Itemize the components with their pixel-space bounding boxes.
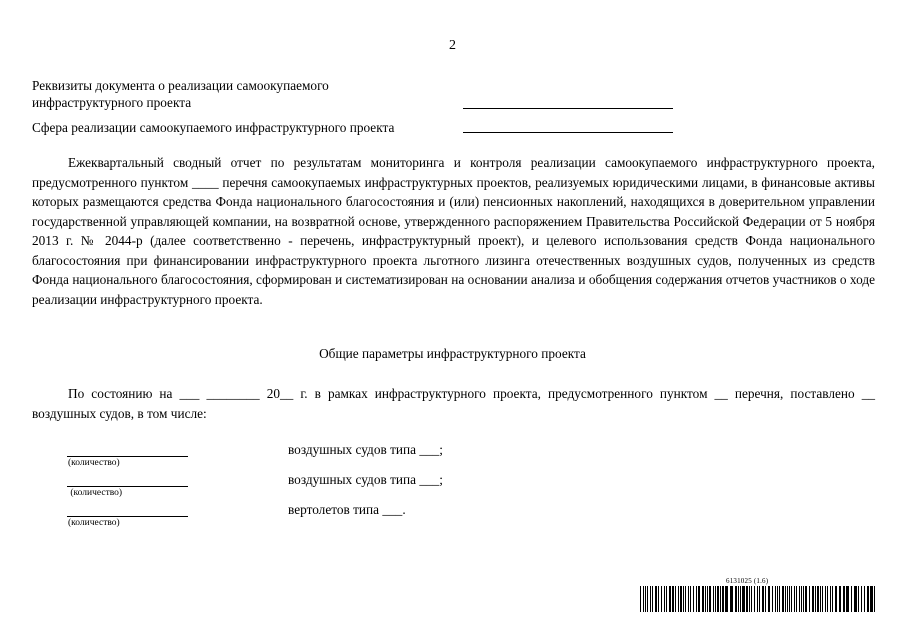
requisites-doc-label: Реквизиты документа о реализации самоокупаемого инфраструктурного проекта: [32, 78, 329, 110]
barcode-bar: [765, 586, 766, 612]
barcode-bar: [647, 586, 648, 612]
barcode-bar: [768, 586, 770, 612]
barcode-bar: [669, 586, 671, 612]
barcode-bar: [820, 586, 821, 612]
barcode-bar: [713, 586, 714, 612]
barcode-bar: [789, 586, 790, 612]
barcode-bar: [707, 586, 708, 612]
barcode-bar: [809, 586, 810, 612]
barcode-bar: [846, 586, 849, 612]
barcode-bar: [658, 586, 659, 612]
barcode-bar: [843, 586, 845, 612]
quantity-blank-3: [67, 516, 188, 517]
barcode-bar: [655, 586, 657, 612]
barcode-bar: [801, 586, 802, 612]
barcode-label: 6131025 (1.6): [726, 577, 769, 585]
quantity-blank-2: [67, 486, 188, 487]
barcode-bar: [817, 586, 819, 612]
barcode-bar: [812, 586, 814, 612]
barcode-bar: [867, 586, 869, 612]
barcode-bar: [643, 586, 644, 612]
quantity-caption-1: (количество): [68, 458, 120, 468]
barcode-bar: [805, 586, 807, 612]
quantity-caption-3: (количество): [68, 518, 120, 528]
barcode-bar: [796, 586, 797, 612]
status-paragraph: По состоянию на ___ ________ 20__ г. в рамках инфраструктурного проекта, предусмотренного пунктом __ перечня, поставлено __ воздушных судов, в том числе:: [32, 386, 875, 421]
barcode-bar: [835, 586, 837, 612]
barcode-bar: [698, 586, 700, 612]
requisites-doc-blank: [463, 108, 673, 109]
section-title: Общие параметры инфраструктурного проекта: [319, 346, 586, 361]
barcode-bar: [738, 586, 739, 612]
barcode-bar: [672, 586, 674, 612]
barcode-bar: [858, 586, 859, 612]
quantity-blank-1: [67, 456, 188, 457]
barcode-bar: [822, 586, 823, 612]
barcode-bar: [861, 586, 862, 612]
barcode-bar: [690, 586, 691, 612]
barcode-bar: [779, 586, 780, 612]
barcode-bar: [696, 586, 697, 612]
quantity-text-2: воздушных судов типа ___;: [288, 472, 443, 487]
barcode-bar: [864, 586, 865, 612]
barcode-bar: [799, 586, 800, 612]
barcode-bar: [685, 586, 686, 612]
barcode-bar: [746, 586, 748, 612]
barcode-bar: [705, 586, 706, 612]
barcode-bar: [874, 586, 875, 612]
quantity-text-3: вертолетов типа ___.: [288, 502, 406, 517]
barcode-bar: [680, 586, 682, 612]
requisites-sphere-blank: [463, 132, 673, 133]
barcode-bar: [722, 586, 724, 612]
barcode-bar: [702, 586, 704, 612]
barcode-bar: [827, 586, 828, 612]
barcode-bar: [693, 586, 694, 612]
requisites-sphere-label: Сфера реализации самоокупаемого инфраструктурного проекта: [32, 120, 395, 135]
barcode-bar: [640, 586, 641, 612]
barcode-bar: [675, 586, 676, 612]
barcode-bar: [664, 586, 665, 612]
barcode-bar: [740, 586, 741, 612]
barcode-bar: [762, 586, 764, 612]
barcode-bar: [715, 586, 716, 612]
barcode-bar: [754, 586, 755, 612]
barcode-bar: [757, 586, 758, 612]
quantity-text-1: воздушных судов типа ___;: [288, 442, 443, 457]
barcode-bar: [650, 586, 651, 612]
barcode-bar: [725, 586, 728, 612]
barcode-bar: [749, 586, 750, 612]
barcode-bar: [683, 586, 684, 612]
barcode-bar: [666, 586, 667, 612]
barcode-bar: [772, 586, 773, 612]
barcode-bar: [742, 586, 745, 612]
page-number: 2: [449, 38, 456, 53]
barcode-bar: [803, 586, 804, 612]
main-paragraph: Ежеквартальный сводный отчет по результатам мониторинга и контроля реализации самоокупаемого инфраструктурного проекта, предусмотренного пунктом ____ перечня самоокупаемых инфраструктурных проектов, реализуемых юридическими лицами, в финансовые активы которых размещаются средства Фонда национального благосостояния и (или) пенсионных накоплений, находящихся в доверительном управлении государственной управляющей компании, на возвратной основе, утвержденного распоряжением Правительства Российской Федерации от 5 ноября 2013 г. № 2044-р (далее соответственно - перечень, инфраструктурный проект), и целевого использования средств Фонда национального благосостояния при финансировании инфраструктурного проекта льготного лизинга отечественных воздушных судов, полученных из средств Фонда национального благосостояния, сформирован и систематизирован на основании анализа и обобщения содержания отчетов участников о ходе реализации инфраструктурного проекта.: [32, 155, 875, 307]
barcode-bar: [735, 586, 737, 612]
barcode-bar: [777, 586, 778, 612]
barcode-bar: [794, 586, 795, 612]
barcode-bar: [782, 586, 784, 612]
barcode-bar: [791, 586, 792, 612]
barcode-bar: [832, 586, 833, 612]
barcode-bar: [688, 586, 689, 612]
barcode-bar: [709, 586, 711, 612]
barcode-image: [640, 586, 876, 612]
barcode-bar: [787, 586, 788, 612]
barcode-bar: [652, 586, 653, 612]
barcode-bar: [830, 586, 831, 612]
barcode-bar: [825, 586, 826, 612]
barcode-bar: [717, 586, 719, 612]
barcode-bar: [730, 586, 733, 612]
barcode-bar: [851, 586, 852, 612]
barcode-bar: [785, 586, 786, 612]
barcode-bar: [815, 586, 816, 612]
barcode-bar: [720, 586, 721, 612]
barcode-bar: [759, 586, 760, 612]
barcode-bar: [839, 586, 841, 612]
barcode-bar: [870, 586, 873, 612]
barcode-bar: [775, 586, 776, 612]
quantity-caption-2: (количество): [68, 488, 123, 498]
barcode-bar: [854, 586, 857, 612]
barcode-bar: [661, 586, 662, 612]
barcode-bar: [645, 586, 646, 612]
barcode-bar: [678, 586, 679, 612]
barcode-bar: [751, 586, 752, 612]
